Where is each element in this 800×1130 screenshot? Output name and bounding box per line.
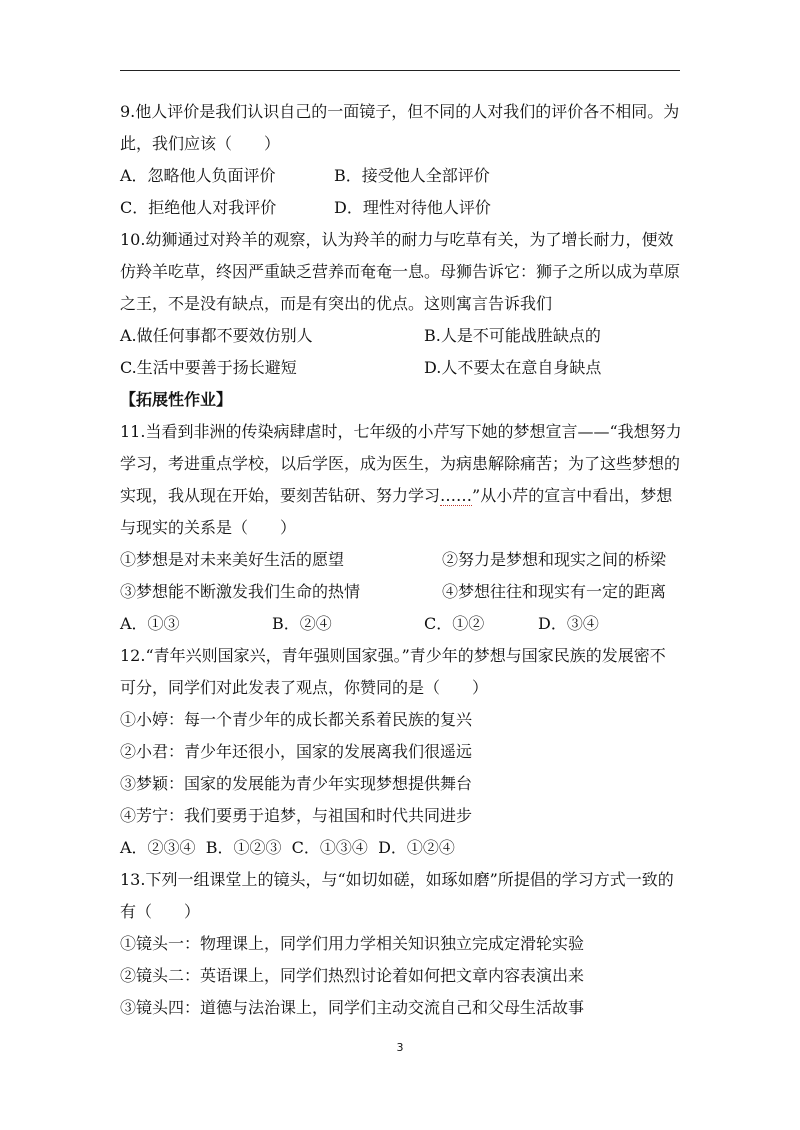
q13-statement-1: ①镜头一：物理课上，同学们用力学相关知识独立完成定滑轮实验 <box>120 934 585 953</box>
q10-stem-line1: 10.幼狮通过对羚羊的观察，认为羚羊的耐力与吃草有关，为了增长耐力，便效 <box>120 230 674 249</box>
q11-line3-text: 实现，我从现在开始，要刻苦钻研、努力学习 <box>120 486 441 505</box>
q9-option-c: C．拒绝他人对我评价 <box>120 198 277 217</box>
section-title: 【拓展性作业】 <box>120 390 233 409</box>
q11-statement-2: ②努力是梦想和现实之间的桥梁 <box>442 550 667 569</box>
q9-option-b: B．接受他人全部评价 <box>334 166 490 185</box>
q11-option-a: A．①③ <box>120 614 180 633</box>
q9-stem-line1: 9.他人评价是我们认识自己的一面镜子，但不同的人对我们的评价各不相同。为 <box>120 102 680 121</box>
q12-stem-line2: 可分，同学们对此发表了观点，你赞同的是（ ） <box>120 678 489 697</box>
q12-options: A．②③④ B．①②③ C．①③④ D．①②④ <box>120 838 455 857</box>
q10-option-b: B.人是不可能战胜缺点的 <box>424 326 601 345</box>
q10-option-a: A.做任何事都不要效仿别人 <box>120 326 313 345</box>
q13-stem-line1: 13.下列一组课堂上的镜头，与“如切如磋，如琢如磨”所提倡的学习方式一致的 <box>120 870 674 889</box>
q13-statement-3: ③镜头四：道德与法治课上，同学们主动交流自己和父母生活故事 <box>120 998 585 1017</box>
q10-stem-line2: 仿羚羊吃草，终因严重缺乏营养而奄奄一息。母狮告诉它：狮子之所以成为草原 <box>120 262 681 281</box>
q10-stem-line3: 之王，不是没有缺点，而是有突出的优点。这则寓言告诉我们 <box>120 294 553 313</box>
q9-option-a: A．忽略他人负面评价 <box>120 166 276 185</box>
q12-statement-4: ④芳宁：我们要勇于追梦，与祖国和时代共同进步 <box>120 806 473 825</box>
q11-statement-3: ③梦想能不断激发我们生命的热情 <box>120 582 361 601</box>
header-rule <box>120 70 680 71</box>
page-number: 3 <box>396 1041 404 1054</box>
q10-option-d: D.人不要太在意自身缺点 <box>424 358 602 377</box>
q11-ellipsis: …… <box>440 486 473 505</box>
q13-stem-line2: 有（ ） <box>120 902 201 921</box>
q11-stem-line4: 与现实的关系是（ ） <box>120 518 297 537</box>
q9-stem-line2: 此，我们应该（ ） <box>120 134 281 153</box>
q11-option-b: B．②④ <box>272 614 332 633</box>
q11-stem-line3 <box>120 485 672 507</box>
q10-option-c: C.生活中要善于扬长避短 <box>120 358 297 377</box>
q11-line3-tail: ”从小芹的宣言中看出，梦想 <box>472 486 673 505</box>
q12-statement-1: ①小婷：每一个青少年的成长都关系着民族的复兴 <box>120 710 473 729</box>
q12-statement-2: ②小君：青少年还很小，国家的发展离我们很遥远 <box>120 742 473 761</box>
q11-option-c: C．①② <box>424 614 485 633</box>
q9-option-d: D．理性对待他人评价 <box>334 198 491 217</box>
q11-stem-line1: 11.当看到非洲的传染病肆虐时，七年级的小芹写下她的梦想宣言——“我想努力 <box>120 422 682 441</box>
q13-statement-2: ②镜头二：英语课上，同学们热烈讨论着如何把文章内容表演出来 <box>120 966 585 985</box>
q12-stem-line1: 12.“青年兴则国家兴，青年强则国家强。”青少年的梦想与国家民族的发展密不 <box>120 646 666 665</box>
q11-statement-1: ①梦想是对未来美好生活的愿望 <box>120 550 345 569</box>
q11-stem-line2: 学习，考进重点学校，以后学医，成为医生，为病患解除痛苦；为了这些梦想的 <box>120 454 681 473</box>
q11-statement-4: ④梦想往往和现实有一定的距离 <box>442 582 667 601</box>
q11-option-d: D．③④ <box>538 614 599 633</box>
q12-statement-3: ③梦颖：国家的发展能为青少年实现梦想提供舞台 <box>120 774 473 793</box>
